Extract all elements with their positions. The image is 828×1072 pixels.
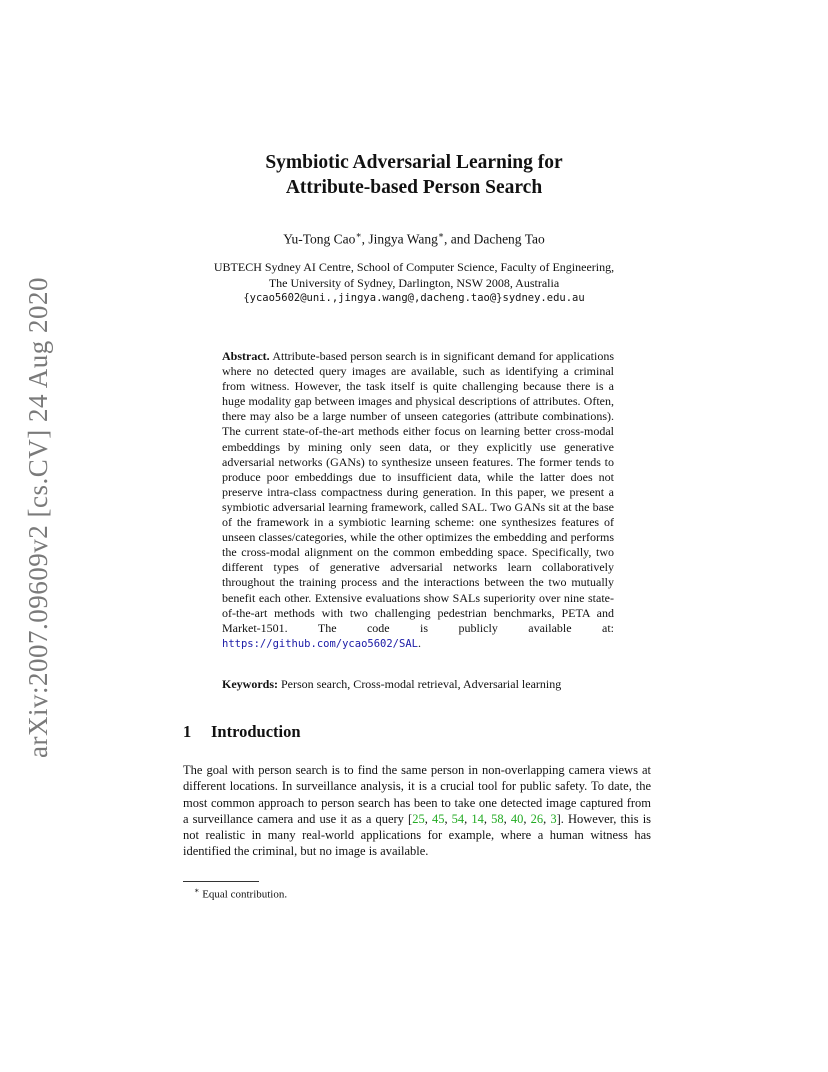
title-line-1: Symbiotic Adversarial Learning for bbox=[265, 152, 563, 173]
abstract-text: Attribute-based person search is in significant demand for applications where no detected query images are available, such as identifying a criminal from witness. However, the task itself is quite challenging because there is a huge modality gap between images and physical descriptions of attributes. Often, there may also be a large number of unseen categories (attribute combinations). The current state-of-the-art methods either focus on learning better cross-modal embeddings by mining only seen data, or they explicitly use generative adversarial networks (GANs) to synthesize unseen features. The former tends to produce poor embeddings due to insufficient data, while the latter does not preserve intra-class compactness during generation. In this paper, we present a symbiotic adversarial learning framework, called SAL. Two GANs sit at the base of the framework in a symbiotic learning scheme: one synthesizes features of unseen classes/categories, while the other optimizes the embedding and performs the cross-modal alignment on the common embedding space. Specifically, two different types of generative adversarial networks learn collaboratively throughout the training process and the interactions between the two mutually benefit each other. Extensive evaluations show SALs superiority over nine state-of-the-art methods with two challenging pedestrian benchmarks, PETA and Market-1501. The code is publicly available at: bbox=[222, 349, 615, 635]
citation-link[interactable]: 45 bbox=[431, 811, 445, 826]
title-line-2: Attribute-based Person Search bbox=[285, 177, 543, 198]
citation-link[interactable]: 3 bbox=[550, 811, 557, 826]
citation-link[interactable]: 14 bbox=[471, 811, 484, 826]
code-url-link[interactable]: https://github.com/ycao5602/SAL bbox=[222, 637, 418, 650]
section-title: Introduction bbox=[211, 722, 301, 741]
citation-link[interactable]: 25 bbox=[412, 811, 425, 826]
author-2: Jingya Wang bbox=[368, 231, 438, 247]
intro-text-after: ]. However, this is not realistic in many real-world applications for example, where a human witness has identified the criminal, but no image is available. bbox=[183, 811, 652, 859]
citation-link[interactable]: 40 bbox=[510, 811, 524, 826]
citation-link[interactable]: 54 bbox=[451, 811, 465, 826]
author-3: and Dacheng Tao bbox=[450, 231, 545, 247]
paper-title bbox=[0, 150, 828, 200]
footnote-text: Equal contribution. bbox=[202, 888, 288, 901]
intro-text-before: The goal with person search is to find the same person in non-overlapping camera views at different locations. In surveillance analysis, it is a crucial tool for public safety. To date, the most common approach to person search has been to take one detected image captured from a surveillance camera and use it as a query [ bbox=[183, 763, 651, 826]
affiliation-line-1: UBTECH Sydney AI Centre, School of Computer Science, Faculty of Engineering, bbox=[213, 260, 615, 274]
section-number: 1 bbox=[183, 722, 192, 741]
abstract bbox=[222, 349, 614, 652]
intro-paragraph: The goal with person search is to find the same person in non-overlapping camera views at different locations. In surveillance analysis, it is a crucial tool for public safety. To date, the most common approach to person search has been to take one detected image captured from a surveillance camera and use it as a query [25, 45, 54, 14, 58, 40, 26, 3]. However, this is not realistic in many real-world applications for example, where a human witness has identified the criminal, but no image is available. bbox=[183, 763, 652, 859]
keywords-text: Person search, Cross-modal retrieval, Adversarial learning bbox=[281, 677, 562, 691]
footnote-mark: ∗ bbox=[194, 886, 200, 895]
author-1: Yu-Tong Cao bbox=[283, 231, 356, 247]
abstract-end: . bbox=[417, 635, 421, 650]
keywords-label: Keywords: bbox=[222, 677, 278, 691]
equal-contribution-mark: ∗ bbox=[355, 230, 362, 240]
equal-contribution-mark: ∗ bbox=[437, 230, 444, 240]
affiliation-line-2: The University of Sydney, Darlington, NSW 2008, Australia bbox=[268, 275, 560, 290]
citation-link[interactable]: 58 bbox=[491, 811, 504, 826]
affiliation bbox=[0, 260, 828, 307]
section-heading bbox=[183, 722, 301, 742]
arxiv-stamp-text: arXiv:2007.09609v2 [cs.CV] 24 Aug 2020 bbox=[22, 276, 53, 758]
author-emails: {ycao5602@uni.,jingya.wang@,dacheng.tao@}sydney.edu.au bbox=[243, 292, 585, 304]
keywords bbox=[222, 677, 622, 692]
author-list: Yu-Tong Cao∗, Jingya Wang∗, and Dacheng Tao bbox=[283, 230, 545, 247]
footnote-rule bbox=[183, 881, 259, 882]
footnote bbox=[194, 886, 287, 901]
citation-link[interactable]: 26 bbox=[530, 811, 544, 826]
arxiv-stamp bbox=[10, 272, 66, 762]
abstract-label: Abstract. bbox=[222, 349, 270, 363]
